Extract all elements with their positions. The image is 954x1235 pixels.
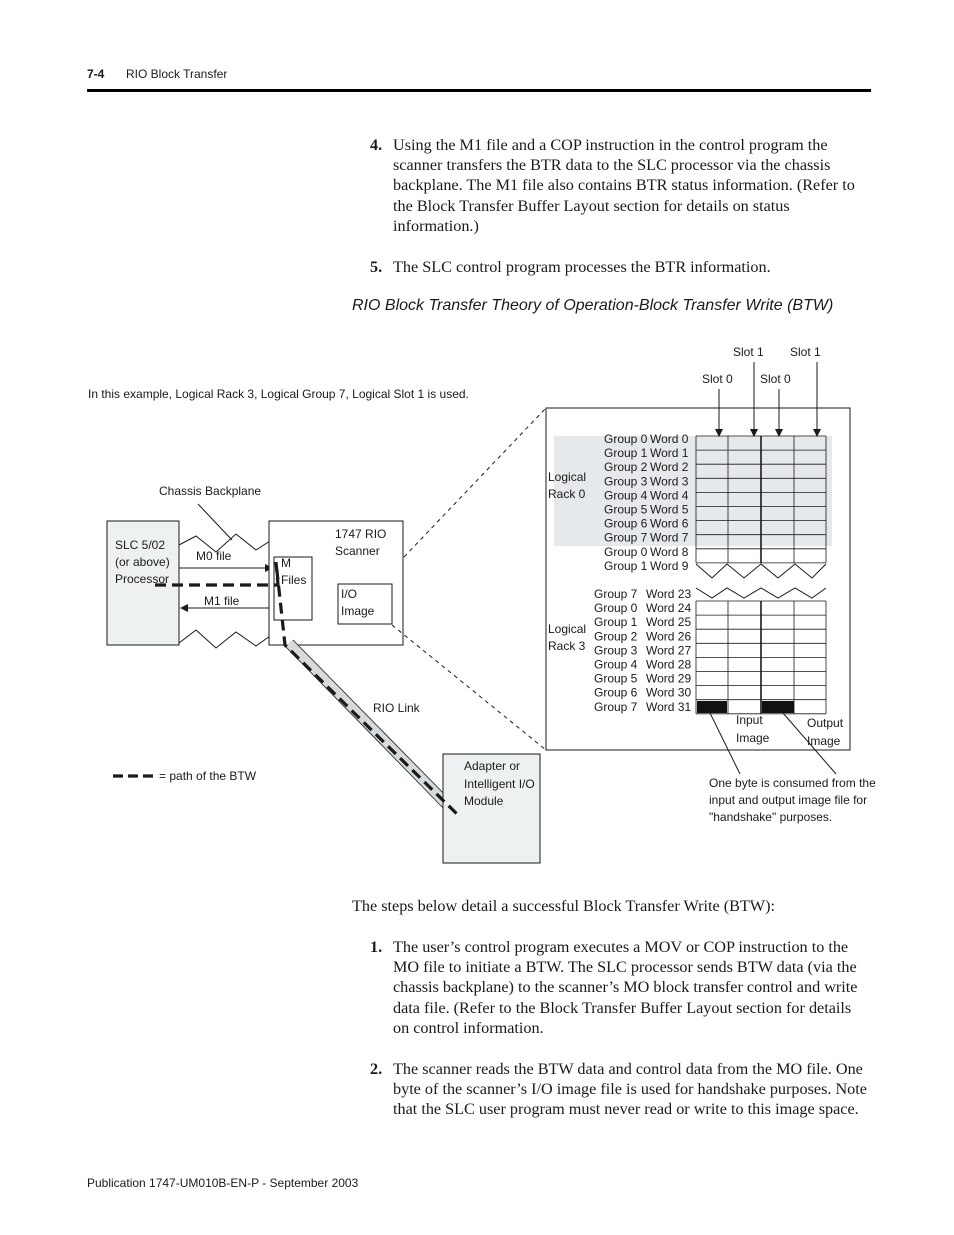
slot0-label-a: Slot 0	[702, 372, 733, 386]
rio-link-cable-edge-b	[293, 640, 455, 805]
intro-paragraph: The steps below detail a successful Block Transfer Write (BTW):	[352, 897, 775, 915]
row-group-label: Group 0	[604, 544, 648, 559]
row-group-label: Group 7	[604, 530, 648, 545]
row-group-label: Group 2	[604, 460, 648, 475]
row-word-label: Word 5	[650, 502, 689, 517]
legend-label: = path of the BTW	[159, 769, 257, 783]
row-word-label: Word 26	[646, 629, 692, 644]
row-word-label: Word 3	[650, 474, 689, 489]
m-files-label-1: M	[281, 556, 291, 570]
row-word-label: Word 24	[646, 601, 692, 616]
step-number: 4.	[370, 136, 383, 154]
io-image-label-1: I/O	[341, 587, 358, 601]
step-number: 1.	[370, 938, 383, 956]
row-word-label: Word 2	[650, 460, 689, 475]
step-text: The user’s control program executes a MOV or COP instruction to the MO file to initiate a BTW. The SLC processor sends BTW data (via the chassis backplane) to the scanner’s MO block transfer control and write data file. (Refer to the Block Transfer Buffer Layout section for details on control information.	[393, 938, 858, 1037]
input-image-label-2: Image	[736, 731, 770, 745]
adapter-label-1: Adapter or	[464, 759, 521, 773]
adapter-label-2: Intelligent I/O	[464, 777, 535, 791]
slot1-label-b: Slot 1	[790, 345, 821, 359]
rio-link-cable-edge-a	[286, 647, 447, 812]
row-word-label: Word 1	[650, 446, 689, 461]
figure-caption: RIO Block Transfer Theory of Operation-Block Transfer Write (BTW)	[352, 297, 834, 314]
step-2	[370, 1059, 870, 1120]
rio-link-label: RIO Link	[373, 701, 420, 715]
row-word-label: Word 4	[650, 488, 689, 503]
processor-label-1: SLC 5/02	[115, 538, 166, 552]
handshake-note-2: input and output image file for	[709, 793, 868, 807]
output-handshake-cell	[762, 701, 794, 713]
rack0-label-1: Logical	[548, 470, 587, 484]
example-note: In this example, Logical Rack 3, Logical Group 7, Logical Slot 1 is used.	[88, 387, 469, 401]
row-word-label: Word 8	[650, 544, 689, 559]
row-group-label: Group 1	[594, 615, 638, 630]
m0-file-label: M0 file	[196, 549, 232, 563]
row-group-label: Group 0	[604, 432, 648, 446]
step-text: Using the M1 file and a COP instruction in the control program the scanner transfers the BTR data to the SLC processor via the chassis backplane. The M1 file also contains BTR status information. (Refer to the Block Transfer Buffer Layout section for details on status information.)	[393, 136, 855, 235]
section-title: RIO Block Transfer	[126, 67, 228, 81]
scanner-label-1: 1747 RIO	[335, 527, 387, 541]
step-number: 2.	[370, 1060, 383, 1078]
row-group-label: Group 2	[594, 629, 638, 644]
handshake-note-1: One byte is consumed from the	[709, 776, 876, 790]
row-word-label: Word 9	[650, 558, 689, 573]
row-group-label: Group 4	[594, 657, 638, 672]
processor-label-3: Processor	[115, 572, 170, 586]
io-image-label-2: Image	[341, 604, 375, 618]
step-number: 5.	[370, 258, 383, 276]
rack0-rows	[604, 432, 689, 573]
input-image-label-1: Input	[736, 713, 763, 727]
row-word-label: Word 7	[650, 530, 689, 545]
scanner-label-2: Scanner	[335, 544, 380, 558]
output-image-label-1: Output	[807, 716, 844, 730]
row-word-label: Word 23	[646, 587, 692, 601]
rack0-highlight	[554, 436, 832, 546]
processor-label-2: (or above)	[115, 555, 170, 569]
slot0-label-b: Slot 0	[760, 372, 791, 386]
row-group-label: Group 6	[604, 516, 648, 531]
output-image-label-2: Image	[807, 734, 841, 748]
row-word-label: Word 6	[650, 516, 689, 531]
zoom-line-bottom	[392, 625, 546, 750]
slot1-label-a: Slot 1	[733, 345, 764, 359]
row-word-label: Word 28	[646, 657, 692, 672]
row-word-label: Word 25	[646, 615, 692, 630]
row-group-label: Group 1	[604, 446, 648, 461]
zoom-line-top	[404, 408, 546, 557]
backplane-leader-line	[198, 504, 232, 540]
input-handshake-cell	[697, 701, 727, 713]
handshake-note-3: "handshake" purposes.	[709, 810, 833, 824]
page-number: 7-4	[87, 67, 105, 81]
step-1	[370, 937, 870, 1038]
row-word-label: Word 29	[646, 671, 692, 686]
row-group-label: Group 7	[594, 587, 638, 601]
row-word-label: Word 0	[650, 432, 689, 446]
m-files-label-2: Files	[281, 573, 307, 587]
row-group-label: Group 5	[604, 502, 648, 517]
rack0-label-2: Rack 0	[548, 487, 586, 501]
row-group-label: Group 6	[594, 685, 638, 700]
row-word-label: Word 27	[646, 643, 692, 658]
row-group-label: Group 3	[604, 474, 648, 489]
row-group-label: Group 3	[594, 643, 638, 658]
row-group-label: Group 4	[604, 488, 648, 503]
row-word-label: Word 31	[646, 699, 692, 714]
row-group-label: Group 1	[604, 558, 648, 573]
adapter-label-3: Module	[464, 794, 504, 808]
row-group-label: Group 7	[594, 699, 638, 714]
rack3-label-2: Rack 3	[548, 639, 586, 653]
rack3-label-1: Logical	[548, 622, 587, 636]
step-text: The scanner reads the BTW data and control data from the MO file. One byte of the scanner’s I/O image file is used for handshake purposes. Note that the SLC user program must never read or write to this image space.	[393, 1060, 867, 1119]
row-group-label: Group 0	[594, 601, 638, 616]
step-text: The SLC control program processes the BTR information.	[393, 258, 771, 276]
row-word-label: Word 30	[646, 685, 692, 700]
row-group-label: Group 5	[594, 671, 638, 686]
chassis-backplane-label: Chassis Backplane	[159, 484, 262, 498]
publication-footer: Publication 1747-UM010B-EN-P - September 2003	[87, 1176, 359, 1190]
m1-file-label: M1 file	[204, 594, 240, 608]
